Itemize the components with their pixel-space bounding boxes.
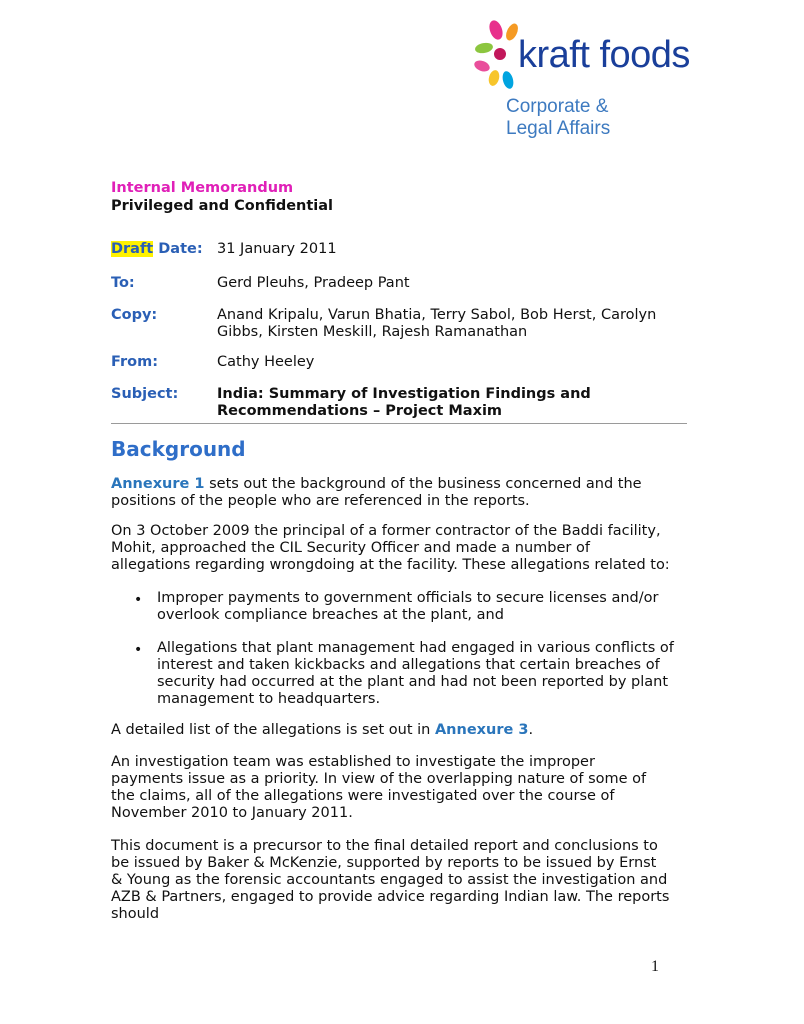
logo-brand-text: kraft foods <box>518 34 690 76</box>
paragraph-3: A detailed list of the allegations is set out in Annexure 3. <box>111 722 534 738</box>
date-value: 31 January 2011 <box>217 241 337 257</box>
paragraph-4: An investigation team was established to investigate the improper payments issue as a priority. In view of the overlapping nature of some of the claims, all of the allegations were investigated over the course of November 2010 to January 2011. <box>111 754 647 821</box>
subject-value: India: Summary of Investigation Findings and Recommendations – Project Maxim <box>217 386 591 419</box>
kraft-foods-logo <box>474 18 694 143</box>
from-value: Cathy Heeley <box>217 354 315 370</box>
paragraph-1: Annexure 1 sets out the background of the business concerned and the positions of the people who are referenced in the reports. <box>111 476 642 509</box>
subject-label: Subject: <box>111 386 179 402</box>
memo-type: Internal Memorandum <box>111 180 294 196</box>
memo-classification: Privileged and Confidential <box>111 198 334 214</box>
copy-label: Copy: <box>111 307 158 323</box>
draft-highlight: Draft <box>111 241 154 257</box>
logo-division-line-2: Legal Affairs <box>506 118 611 139</box>
copy-value: Anand Kripalu, Varun Bhatia, Terry Sabol, Bob Herst, Carolyn Gibbs, Kirsten Meskill, Rajesh Ramanathan <box>217 307 657 340</box>
annexure-1-ref: Annexure 1 <box>111 476 205 492</box>
page-number: 1 <box>651 958 659 975</box>
paragraph-5: This document is a precursor to the final detailed report and conclusions to be issued by Baker & McKenzie, supported by reports to be issued by Ernst & Young as the forensic accountants engaged to assist the investigation and AZB & Partners, engaged to provide advice regarding Indian law. The reports should <box>111 838 670 922</box>
bullet-item-1: Improper payments to government officials to secure licenses and/or overlook compliance breaches at the plant, and <box>157 590 659 623</box>
to-value: Gerd Pleuhs, Pradeep Pant <box>217 275 410 291</box>
paragraph-2: On 3 October 2009 the principal of a former contractor of the Baddi facility, Mohit, approached the CIL Security Officer and made a number of allegations regarding wrongdoing at the facility. These allegations related to: <box>111 523 670 573</box>
bullet-dot-1: • <box>134 592 143 608</box>
bullet-dot-2: • <box>134 642 143 658</box>
bullet-item-2: Allegations that plant management had engaged in various conflicts of interest and taken kickbacks and allegations that certain breaches of security had occurred at the plant and had not been reported by plant management to headquarters. <box>157 640 674 707</box>
annexure-3-ref: Annexure 3 <box>434 722 529 738</box>
header-divider <box>111 423 687 424</box>
logo-division-line-1: Corporate & <box>506 96 609 117</box>
to-label: To: <box>111 275 135 291</box>
section-heading: Background <box>111 437 246 461</box>
from-label: From: <box>111 354 158 370</box>
date-label: Draft Date: <box>111 241 203 257</box>
